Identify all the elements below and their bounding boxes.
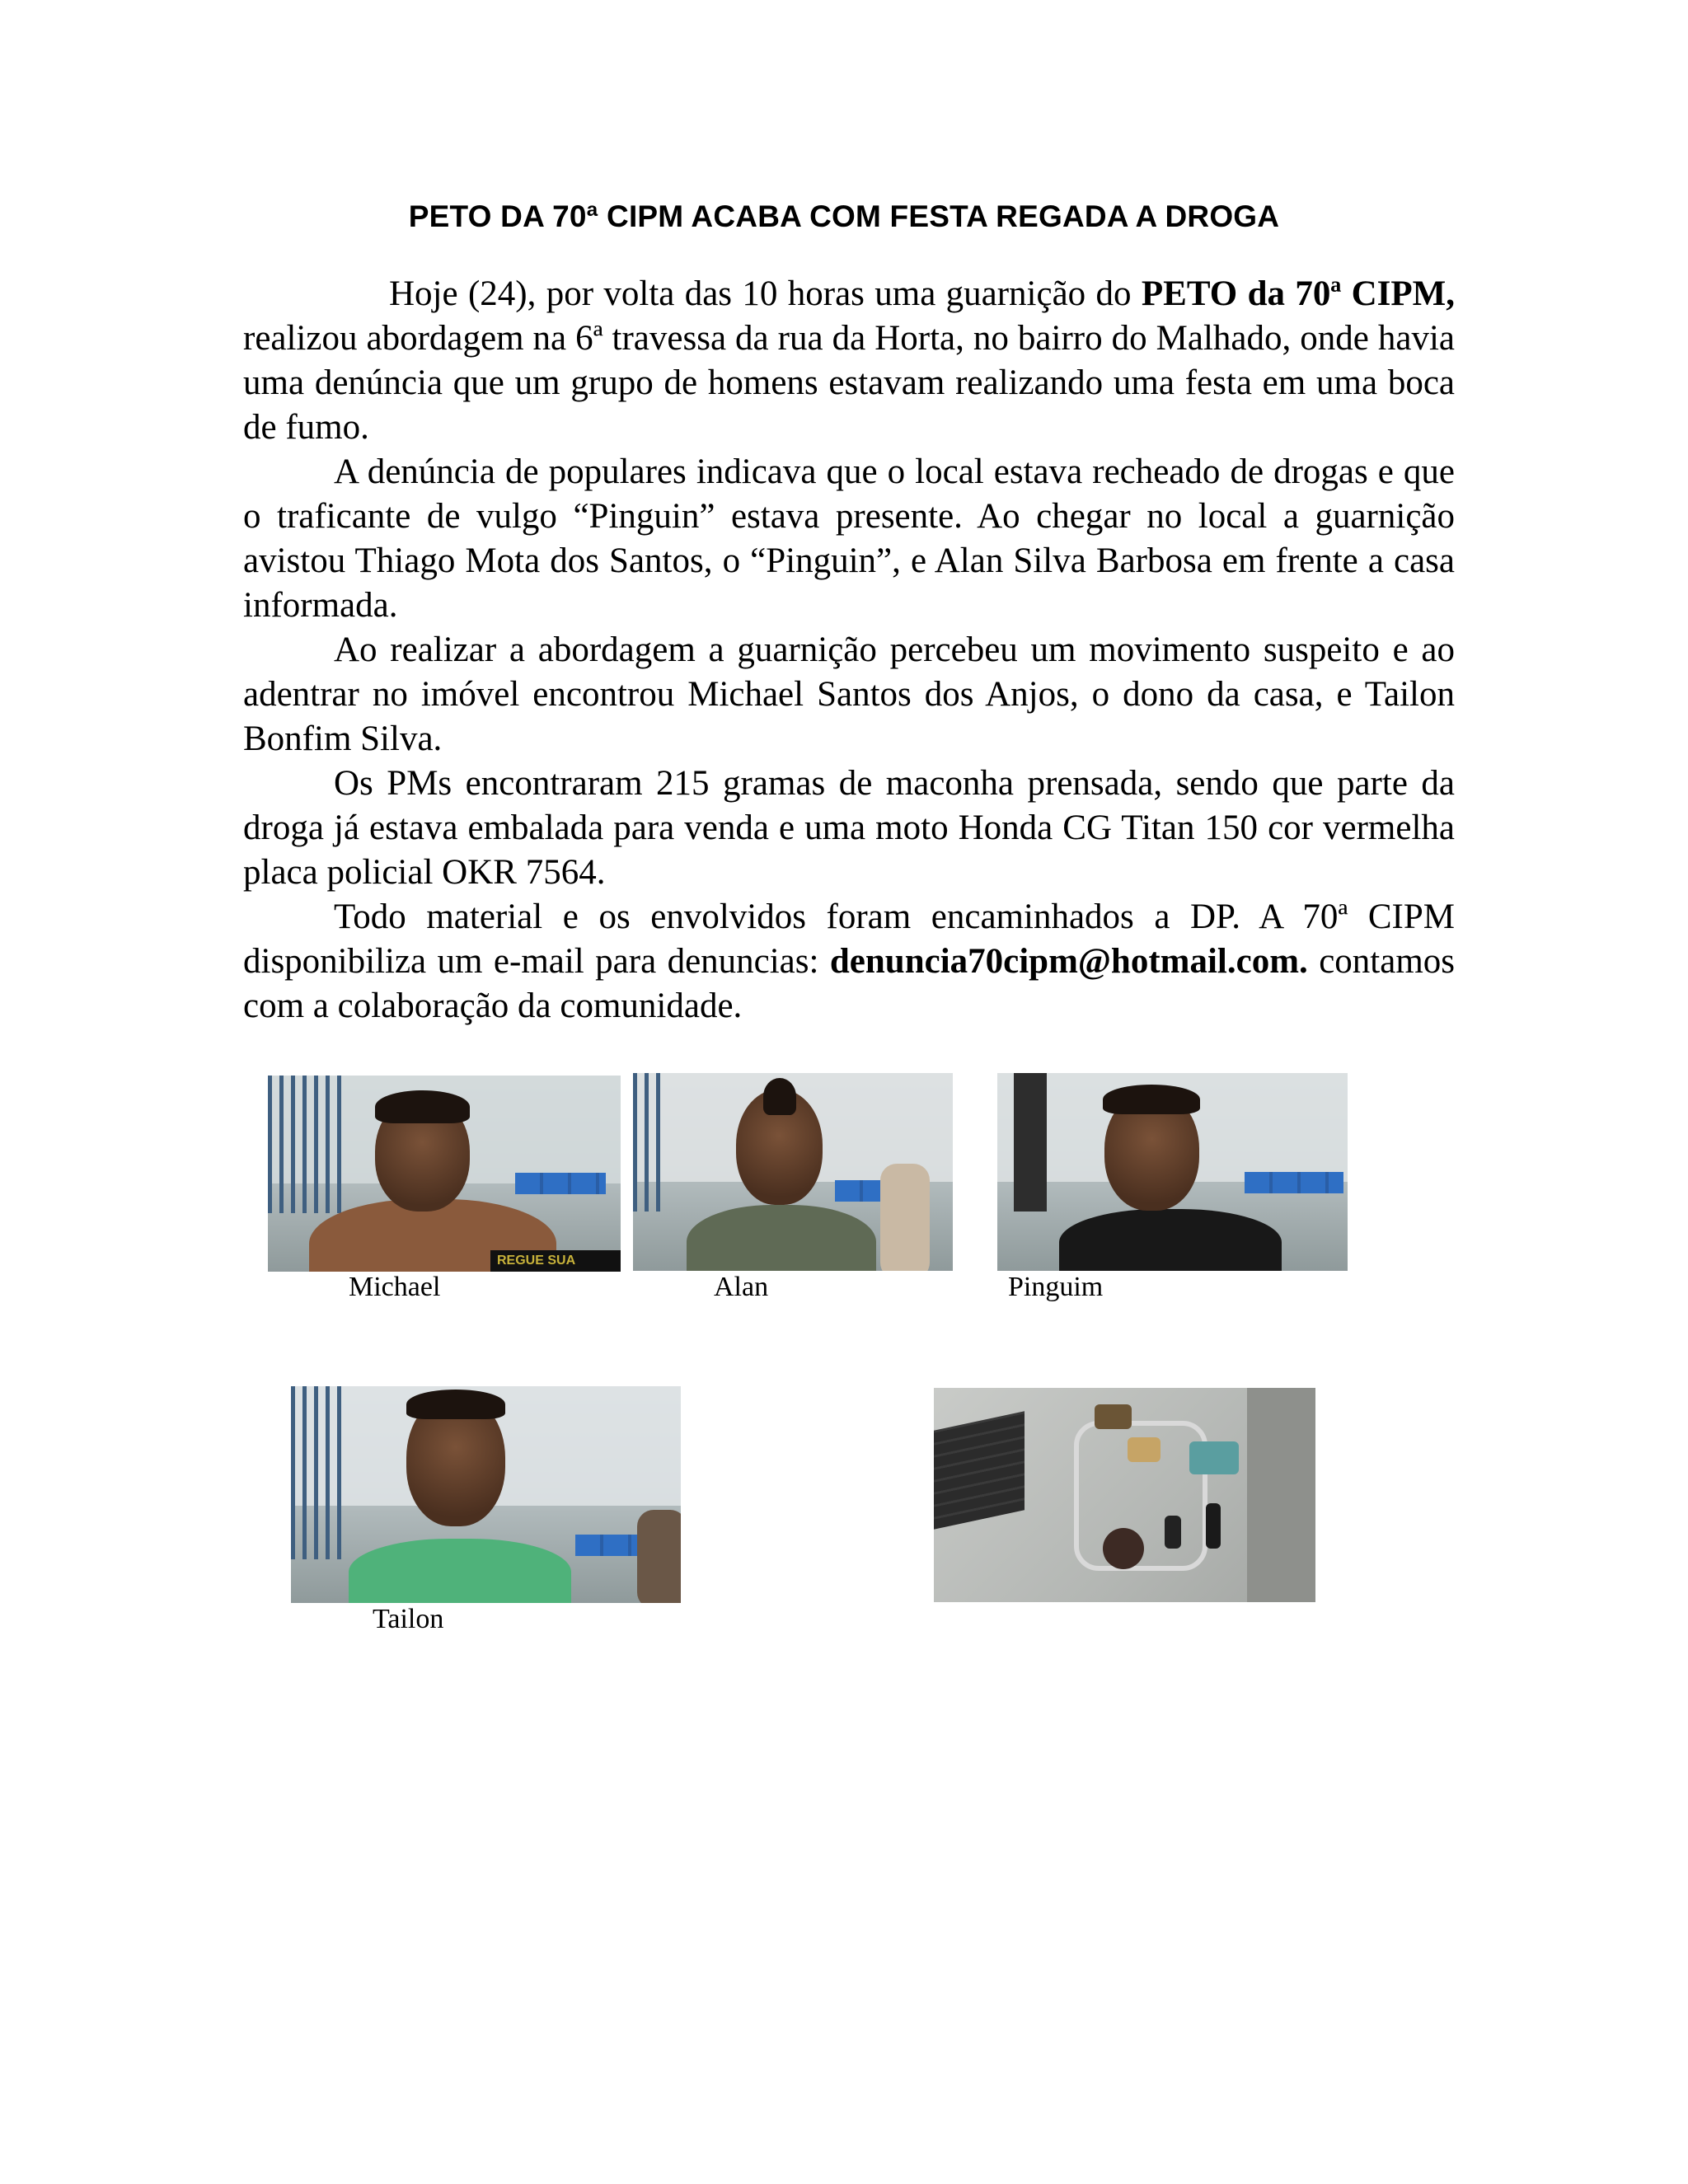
photo-michael <box>268 1076 621 1272</box>
caption-alan: Alan <box>714 1272 769 1302</box>
report-email: denuncia70cipm@hotmail.com. <box>829 942 1308 981</box>
paragraph-4: Os PMs encontraram 215 gramas de maconha prensada, sendo que parte da droga já estava embalada para venda e uma moto Honda CG Titan 150 cor vermelha placa policial OKR 7564. <box>243 764 1455 892</box>
paragraph-5: Todo material e os envolvidos foram encaminhados a DP. A 70ª CIPM disponibiliza um e-mail para denuncias: denuncia70cipm@hotmail.com. contamos com a colaboração da comunidade. <box>243 898 1455 1025</box>
paragraph-3: Ao realizar a abordagem a guarnição percebeu um movimento suspeito e ao adentrar no imóvel encontrou Michael Santos dos Anjos, o dono da casa, e Tailon Bonfim Silva. <box>243 630 1455 758</box>
caption-tailon: Tailon <box>373 1604 444 1634</box>
photo-seized-items <box>934 1388 1315 1602</box>
paragraph-2: A denúncia de populares indicava que o local estava recheado de drogas e que o traficante de vulgo “Pinguin” estava presente. Ao chegar no local a guarnição avistou Thiago Mota dos Santos, o “Pinguin”, e Alan Silva Barbosa em frente a casa informada. <box>243 452 1455 625</box>
article-body <box>243 272 1455 1029</box>
caption-pinguim: Pinguim <box>1008 1272 1104 1302</box>
unit-name: PETO da 70ª CIPM, <box>1141 274 1455 313</box>
article-title: PETO DA 70ª CIPM ACABA COM FESTA REGADA A DROGA <box>408 199 1280 233</box>
photo-pinguim <box>997 1073 1348 1271</box>
caption-michael: Michael <box>349 1272 441 1302</box>
shirt-text: REGUE SUA <box>490 1250 621 1272</box>
paragraph-1: Hoje (24), por volta das 10 horas uma guarnição do PETO da 70ª CIPM, realizou abordagem na 6ª travessa da rua da Horta, no bairro do Malhado, onde havia uma denúncia que um grupo de homens estavam realizando uma festa em uma boca de fumo. <box>243 274 1455 447</box>
photo-alan <box>633 1073 953 1271</box>
photo-tailon <box>291 1386 681 1603</box>
